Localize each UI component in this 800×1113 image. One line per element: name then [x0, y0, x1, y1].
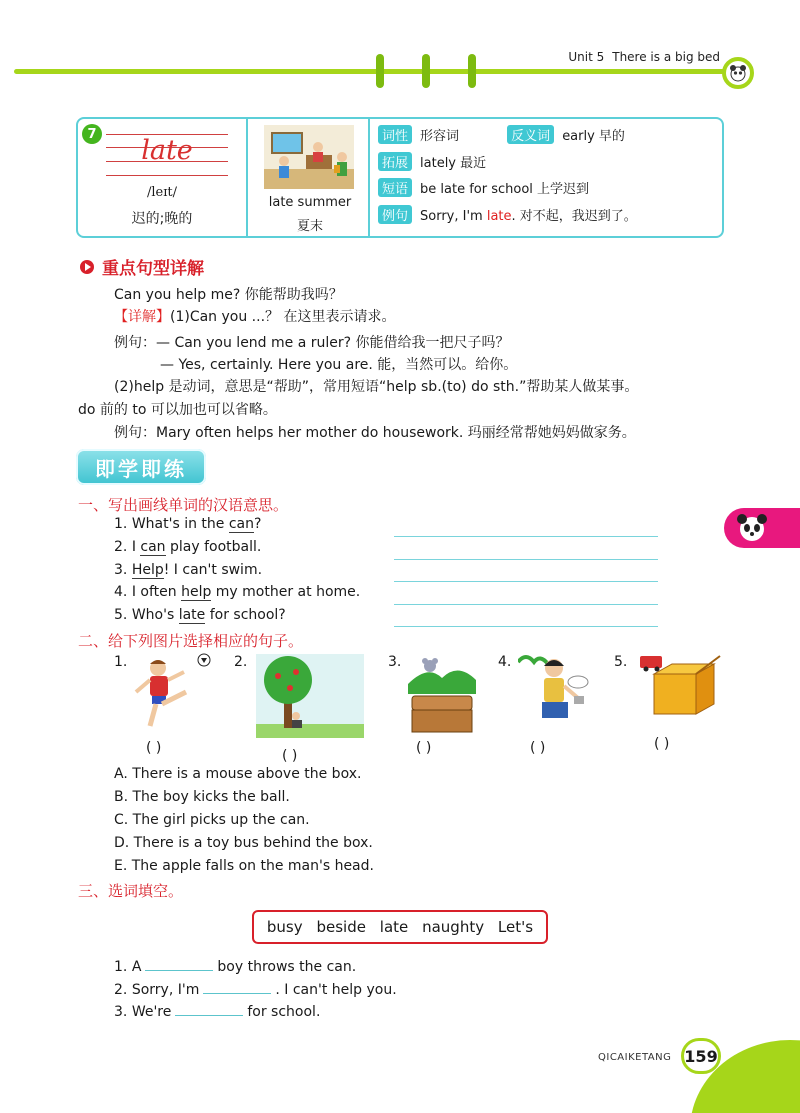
item-text: for school.	[247, 1004, 321, 1020]
section-heading	[80, 254, 204, 279]
word-bank-item: beside	[316, 918, 366, 936]
item-text: ! I can't swim.	[163, 562, 263, 578]
classroom-illustration	[264, 125, 354, 189]
q1-item	[114, 516, 261, 532]
key-sentence: Can you help me? 你能帮助我吗？	[114, 287, 343, 303]
panda-badge-icon	[722, 57, 754, 89]
question-2-title: 二、给下列图片选择相应的句子。	[78, 632, 304, 650]
answer-line[interactable]	[394, 559, 658, 560]
word-bank-item: Let's	[497, 918, 534, 936]
item-number: 4.	[114, 584, 128, 600]
answer-paren[interactable]: ( )	[282, 748, 298, 764]
pos-value: 形容词	[420, 129, 460, 144]
word-bank-item: late	[379, 918, 409, 936]
example-row	[378, 205, 637, 224]
fill-blank[interactable]	[145, 957, 213, 971]
picture-number: 1.	[114, 654, 128, 670]
item-number: 3.	[114, 1004, 128, 1020]
pos-tag: 词性	[378, 125, 412, 144]
toy-bus-behind-box-picture	[634, 652, 724, 722]
vocab-word: late	[141, 135, 193, 166]
picture-number: 5.	[614, 654, 628, 670]
picture-number: 2.	[234, 654, 248, 670]
word-number: 7	[82, 124, 102, 144]
extend-row	[378, 152, 486, 171]
example-highlight: late	[486, 209, 512, 224]
item-number: 2.	[114, 982, 128, 998]
option-a: A. There is a mouse above the box.	[114, 766, 362, 782]
answer-line[interactable]	[394, 581, 658, 582]
word-bank-item: busy	[266, 918, 303, 936]
picture-number: 4.	[498, 654, 512, 670]
option-b: B. The boy kicks the ball.	[114, 789, 290, 805]
fill-blank[interactable]	[175, 1002, 243, 1016]
example-text: . 对不起，我迟到了。	[511, 209, 637, 224]
info-column	[372, 119, 722, 236]
item-text: . I can't help you.	[275, 982, 397, 998]
item-text: I often	[131, 584, 182, 600]
unit-name: There is a big bed	[612, 50, 720, 64]
q1-item	[114, 562, 262, 578]
footer-brand: QICAIKETANG	[598, 1052, 672, 1063]
example-tag: 例句	[378, 205, 412, 224]
detail-line: do 前的 to 可以加也可以省略。	[78, 402, 277, 418]
item-text: I	[131, 539, 141, 555]
pos-row	[378, 125, 625, 144]
answer-paren[interactable]: ( )	[146, 740, 162, 756]
example-line: — Yes, certainly. Here you are. 能，当然可以。给你。	[160, 357, 518, 373]
phrase-english: late summer	[268, 195, 352, 210]
writing-line	[106, 175, 228, 176]
example-line	[114, 332, 510, 352]
mouse-above-box-picture	[408, 654, 476, 736]
item-text: my mother at home.	[211, 584, 361, 600]
answer-paren[interactable]: ( )	[530, 740, 546, 756]
item-text: A	[131, 959, 142, 975]
detail-text: (1)Can you ...？ 在这里表示请求。	[170, 309, 396, 325]
panda-icon	[734, 513, 770, 543]
option-d: D. There is a toy bus behind the box.	[114, 835, 373, 851]
boy-kicking-ball-picture	[128, 652, 212, 736]
question-3-title: 三、选词填空。	[78, 882, 184, 900]
option-c: C. The girl picks up the can.	[114, 812, 310, 828]
answer-line[interactable]	[394, 626, 658, 627]
play-icon	[80, 260, 94, 274]
detail-tag: 【详解】	[114, 309, 170, 325]
underlined-word: help	[181, 584, 212, 600]
phrase-chinese: 夏末	[296, 219, 323, 234]
unit-title	[568, 50, 720, 64]
item-number: 5.	[114, 607, 128, 623]
antonym-value: early 早的	[562, 129, 625, 144]
item-text: What's in the	[131, 516, 229, 532]
phrase-row	[378, 178, 589, 197]
header-peg	[468, 54, 476, 88]
answer-line[interactable]	[394, 536, 658, 537]
unit-number: Unit 5	[568, 50, 605, 64]
underlined-word: Help	[131, 562, 164, 578]
page-number: 159	[681, 1038, 721, 1074]
underlined-word: can	[140, 539, 166, 555]
detail-line	[114, 306, 395, 326]
underlined-word: can	[228, 516, 254, 532]
item-number: 1.	[114, 516, 128, 532]
example-text: — Can you lend me a ruler? 你能借给我一把尺子吗？	[156, 335, 510, 351]
word-meaning: 迟的;晚的	[131, 211, 193, 227]
item-text: boy throws the can.	[217, 959, 357, 975]
header-rule	[14, 69, 734, 74]
word-column	[78, 119, 246, 236]
extend-tag: 拓展	[378, 152, 412, 171]
item-text: Who's	[131, 607, 179, 623]
answer-paren[interactable]: ( )	[654, 736, 670, 752]
question-1-title: 一、写出画线单词的汉语意思。	[78, 496, 289, 514]
item-text: play football.	[165, 539, 262, 555]
q3-item	[114, 980, 397, 998]
q1-item	[114, 607, 286, 623]
answer-line[interactable]	[394, 604, 658, 605]
example-label: 例句：	[114, 335, 156, 351]
extend-value: lately 最近	[420, 156, 487, 171]
phrase-value: be late for school 上学迟到	[420, 182, 590, 197]
antonym-tag: 反义词	[507, 125, 554, 144]
q1-item	[114, 539, 261, 555]
picture-column	[246, 119, 370, 236]
q3-item	[114, 1002, 320, 1020]
item-text: We're	[131, 1004, 172, 1020]
answer-paren[interactable]: ( )	[416, 740, 432, 756]
option-e: E. The apple falls on the man's head.	[114, 858, 374, 874]
item-number: 3.	[114, 562, 128, 578]
word-bank-item: naughty	[422, 918, 485, 936]
q1-item	[114, 584, 360, 600]
fill-blank[interactable]	[203, 980, 271, 994]
example-line: 例句：Mary often helps her mother do housework. 玛丽经常帮她妈妈做家务。	[114, 425, 636, 441]
picture-number: 3.	[388, 654, 402, 670]
section-heading-text: 重点句型详解	[102, 259, 204, 279]
q3-item	[114, 957, 356, 975]
side-tab	[724, 508, 800, 548]
man-under-tree-picture	[256, 654, 364, 738]
detail-line: (2)help 是动词，意思是“帮助”，常用短语“help sb.(to) do sth.”帮助某人做某事。	[114, 379, 639, 395]
girl-picking-can-picture	[518, 652, 592, 736]
example-text: Sorry, I'm	[420, 209, 487, 224]
item-text: for school?	[205, 607, 286, 623]
item-number: 2.	[114, 539, 128, 555]
phrase-tag: 短语	[378, 178, 412, 197]
header-peg	[376, 54, 384, 88]
item-number: 1.	[114, 959, 128, 975]
word-card	[76, 117, 724, 238]
underlined-word: late	[178, 607, 206, 623]
item-text: ?	[253, 516, 262, 532]
header-peg	[422, 54, 430, 88]
practice-banner: 即学即练	[76, 449, 206, 485]
phonetic: /leɪt/	[147, 185, 177, 200]
item-text: Sorry, I'm	[131, 982, 200, 998]
word-bank	[252, 910, 548, 944]
